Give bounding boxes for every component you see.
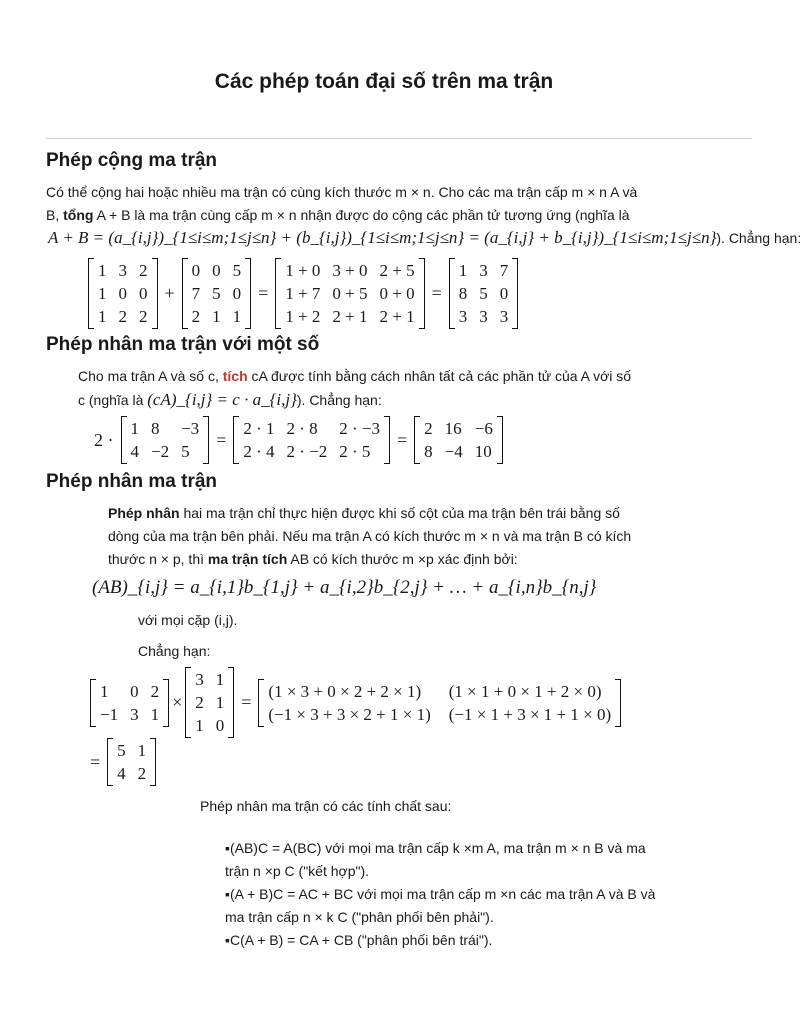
matrix-sum-result bbox=[449, 258, 519, 329]
matrix-cell: 5 bbox=[212, 284, 221, 303]
property-line: ▪(AB)C = A(BC) với mọi ma trận cấp k ×m A, ma trận m × n B và ma bbox=[225, 840, 646, 856]
multiply-for-all: với mọi cặp (i,j). bbox=[138, 612, 238, 628]
matrix-cell: 1 bbox=[130, 419, 139, 438]
property-line: ▪C(A + B) = CA + CB ("phân phối bên trái"). bbox=[225, 932, 493, 948]
matrix-cell: (−1 × 3 + 3 × 2 + 1 × 1) bbox=[268, 704, 431, 724]
matrix-cell: 1 bbox=[195, 716, 204, 735]
matrix-cell: 2 bbox=[191, 307, 201, 326]
multiply-example-label: Chẳng hạn: bbox=[138, 643, 211, 659]
matrix-cell: 1 bbox=[137, 741, 147, 760]
addition-example: 1 3 2 1 0 0 1 2 2 + 0 0 5 7 5 0 2 1 1 = 1 + 0 3 + 0 2 + 5 1 + 7 0 + 5 0 + 0 1 + 2 2 + 1 2 + 1 = 1 3 7 8 5 0 3 3 3 bbox=[88, 258, 518, 329]
scalar-line2-pre: c (nghĩa là bbox=[78, 392, 148, 408]
multiply-formula: (AB)_{i,j} = a_{i,1}b_{1,j} + a_{i,2}b_{2,j} + … + a_{i,n}b_{n,j} bbox=[92, 577, 597, 598]
matrix-cell: (1 × 1 + 0 × 1 + 2 × 0) bbox=[448, 681, 602, 701]
multiply-p3-post: AB có kích thước m ×p xác định bởi: bbox=[287, 551, 518, 567]
matrix-cell: 2 · −3 bbox=[339, 419, 381, 438]
matrix-cell: −3 bbox=[181, 419, 200, 438]
matrix-cell: 8 bbox=[151, 419, 160, 438]
matrix-cell: 0 + 5 bbox=[332, 284, 368, 303]
matrix-cell: 3 bbox=[479, 261, 488, 280]
matrix-cell: 3 bbox=[499, 307, 509, 326]
multiply-result: = 5 1 4 2 bbox=[90, 738, 156, 786]
addition-heading: Phép cộng ma trận bbox=[46, 150, 218, 171]
matrix-cell: 8 bbox=[424, 442, 433, 461]
matrix-sum-expanded bbox=[275, 258, 424, 329]
matrix-cell: 1 bbox=[215, 693, 225, 712]
matrix-cell: 0 bbox=[139, 284, 148, 303]
addition-formula: A + B = (a_{i,j})_{1≤i≤m;1≤j≤n} + (b_{i,j})_{1≤i≤m;1≤j≤n} = (a_{i,j} + b_{i,j})_{1≤i≤m;1≤j≤n} bbox=[48, 228, 717, 247]
matrix-cell: 0 bbox=[130, 681, 139, 701]
matrix-cell: 3 bbox=[479, 307, 488, 326]
matrix-cell: −6 bbox=[474, 419, 493, 438]
property-line: ma trận cấp n × k C ("phân phối bên phải"). bbox=[225, 909, 494, 925]
matrix-cell: 3 bbox=[118, 261, 127, 280]
matrix-cell: 7 bbox=[499, 261, 509, 280]
page-title: Các phép toán đại số trên ma trận bbox=[214, 70, 554, 93]
matrix-cell: 0 + 0 bbox=[379, 284, 415, 303]
scalar-line2 bbox=[78, 389, 382, 411]
matrix-cell: 4 bbox=[117, 764, 126, 783]
matrix-cell: 2 bbox=[139, 261, 148, 280]
matrix-cell: 5 bbox=[181, 442, 190, 461]
scalar-factor: 2 · bbox=[94, 429, 114, 450]
addition-formula-line bbox=[48, 228, 801, 249]
matrix-right-factor bbox=[185, 667, 234, 738]
matrix-scalar-input bbox=[121, 416, 210, 464]
matrix-cell: 2 bbox=[139, 307, 148, 326]
matrix-cell: 1 bbox=[98, 284, 107, 303]
matrix-cell: 2 + 5 bbox=[379, 261, 415, 280]
property-line: trận n ×p C ("kết hợp"). bbox=[225, 863, 370, 879]
matrix-cell: 5 bbox=[117, 741, 126, 760]
matrix-cell: 2 · 5 bbox=[339, 442, 371, 461]
multiply-p1-rest: hai ma trận chỉ thực hiện được khi số cột của ma trận bên trái bằng số bbox=[179, 505, 620, 521]
matrix-cell: 3 bbox=[458, 307, 468, 326]
matrix-cell: 5 bbox=[479, 284, 488, 303]
matrix-cell: 1 + 7 bbox=[285, 284, 321, 303]
matrix-cell: 0 bbox=[215, 716, 225, 735]
addition-formula-tail: ). Chẳng hạn: bbox=[716, 230, 801, 246]
matrix-cell: 8 bbox=[458, 284, 468, 303]
matrix-cell: 10 bbox=[474, 442, 492, 461]
matrix-cell: 2 · 4 bbox=[243, 442, 275, 461]
matrix-cell: 2 bbox=[137, 764, 147, 783]
matrix-cell: −2 bbox=[151, 442, 170, 461]
matrix-b bbox=[182, 258, 252, 329]
divider bbox=[46, 138, 752, 139]
matrix-cell: 1 + 0 bbox=[285, 261, 321, 280]
matrix-cell: 1 + 2 bbox=[285, 307, 321, 326]
matrix-cell: (1 × 3 + 0 × 2 + 2 × 1) bbox=[268, 681, 422, 701]
matrix-cell: 4 bbox=[130, 442, 139, 461]
matrix-cell: −4 bbox=[444, 442, 463, 461]
matrix-cell: 0 bbox=[499, 284, 509, 303]
matrix-cell: 16 bbox=[444, 419, 462, 438]
matrix-cell: 1 bbox=[215, 670, 225, 689]
matrix-cell: 5 bbox=[232, 261, 242, 280]
scalar-line1-post: cA được tính bằng cách nhân tất cả các phần tử của A với số bbox=[247, 368, 632, 384]
matrix-cell: 1 bbox=[458, 261, 468, 280]
addition-sum-term: tổng bbox=[63, 207, 94, 223]
matrix-cell: 1 bbox=[212, 307, 221, 326]
scalar-line1-pre: Cho ma trận A và số c, bbox=[78, 368, 223, 384]
matrix-a bbox=[88, 258, 158, 329]
matrix-cell: 1 bbox=[150, 704, 160, 724]
matrix-cell: 2 + 1 bbox=[379, 307, 415, 326]
matrix-cell: 0 bbox=[232, 284, 242, 303]
multiply-term: Phép nhân bbox=[108, 505, 180, 521]
scalar-example: 2 · 1 8 −3 4 −2 5 = 2 · 1 2 · 8 2 · −3 2 · 4 2 · −2 2 · 5 = 2 16 −6 8 −4 10 bbox=[94, 416, 503, 464]
addition-line2-post: A + B là ma trận cùng cấp m × n nhận được do cộng các phần tử tương ứng (nghĩa là bbox=[93, 207, 630, 223]
matrix-cell: 3 + 0 bbox=[332, 261, 368, 280]
matrix-cell: 2 bbox=[150, 681, 160, 701]
matrix-cell: −1 bbox=[100, 704, 119, 724]
matrix-cell: 2 · 1 bbox=[243, 419, 275, 438]
properties-intro: Phép nhân ma trận có các tính chất sau: bbox=[200, 798, 452, 814]
addition-line2 bbox=[46, 205, 630, 226]
matrix-cell: 1 bbox=[98, 307, 107, 326]
multiply-example: 1 0 2 −1 3 1 × 3 1 2 1 1 0 = (1 × 3 + 0 × 2 + 2 × 1) (1 × 1 + 0 × 1 + 2 × 0) (−1 × 3 + 3 × 2 + 1 × 1) (−1 × 1 + 3 × 1 + 1 × 0) bbox=[90, 667, 621, 738]
matrix-product-result bbox=[107, 738, 156, 786]
matrix-cell: 2 bbox=[195, 693, 204, 712]
scalar-formula: (cA)_{i,j} = c · a_{i,j} bbox=[147, 390, 297, 409]
matrix-product-expanded bbox=[258, 679, 621, 727]
scalar-heading: Phép nhân ma trận với một số bbox=[46, 334, 320, 355]
scalar-line2-post: ). Chẳng hạn: bbox=[296, 392, 382, 408]
multiply-p2: dòng của ma trận bên phải. Nếu ma trận A có kích thước m × n và ma trận B có kích bbox=[108, 528, 632, 544]
matrix-left-factor bbox=[90, 679, 169, 727]
matrix-scalar-expanded bbox=[233, 416, 390, 464]
properties-list bbox=[225, 837, 655, 952]
matrix-cell: 1 bbox=[100, 681, 109, 701]
multiply-p1 bbox=[108, 503, 620, 524]
matrix-cell: 2 bbox=[424, 419, 433, 438]
property-line: ▪(A + B)C = AC + BC với mọi ma trận cấp m ×n các ma trận A và B và bbox=[225, 886, 656, 902]
scalar-product-term: tích bbox=[222, 368, 248, 384]
product-matrix-term: ma trận tích bbox=[207, 551, 288, 567]
matrix-cell: 1 bbox=[232, 307, 242, 326]
matrix-cell: (−1 × 1 + 3 × 1 + 1 × 0) bbox=[448, 704, 612, 724]
multiply-p3-pre: thước n × p, thì bbox=[108, 551, 208, 567]
matrix-cell: 3 bbox=[195, 670, 204, 689]
matrix-cell: 2 + 1 bbox=[332, 307, 368, 326]
matrix-cell: 0 bbox=[212, 261, 221, 280]
addition-line1: Có thể cộng hai hoặc nhiều ma trận có cùng kích thước m × n. Cho các ma trận cấp m × n A và bbox=[46, 184, 638, 200]
multiply-heading: Phép nhân ma trận bbox=[46, 471, 218, 492]
matrix-cell: 0 bbox=[191, 261, 201, 280]
matrix-cell: 2 · −2 bbox=[286, 442, 328, 461]
matrix-scalar-result bbox=[414, 416, 503, 464]
matrix-cell: 3 bbox=[130, 704, 139, 724]
matrix-cell: 7 bbox=[191, 284, 201, 303]
matrix-cell: 2 · 8 bbox=[286, 419, 318, 438]
scalar-line1 bbox=[78, 366, 631, 387]
addition-line2-pre: B, bbox=[46, 207, 64, 223]
matrix-cell: 1 bbox=[98, 261, 107, 280]
multiply-p3 bbox=[108, 549, 518, 570]
matrix-cell: 0 bbox=[118, 284, 127, 303]
matrix-cell: 2 bbox=[118, 307, 127, 326]
